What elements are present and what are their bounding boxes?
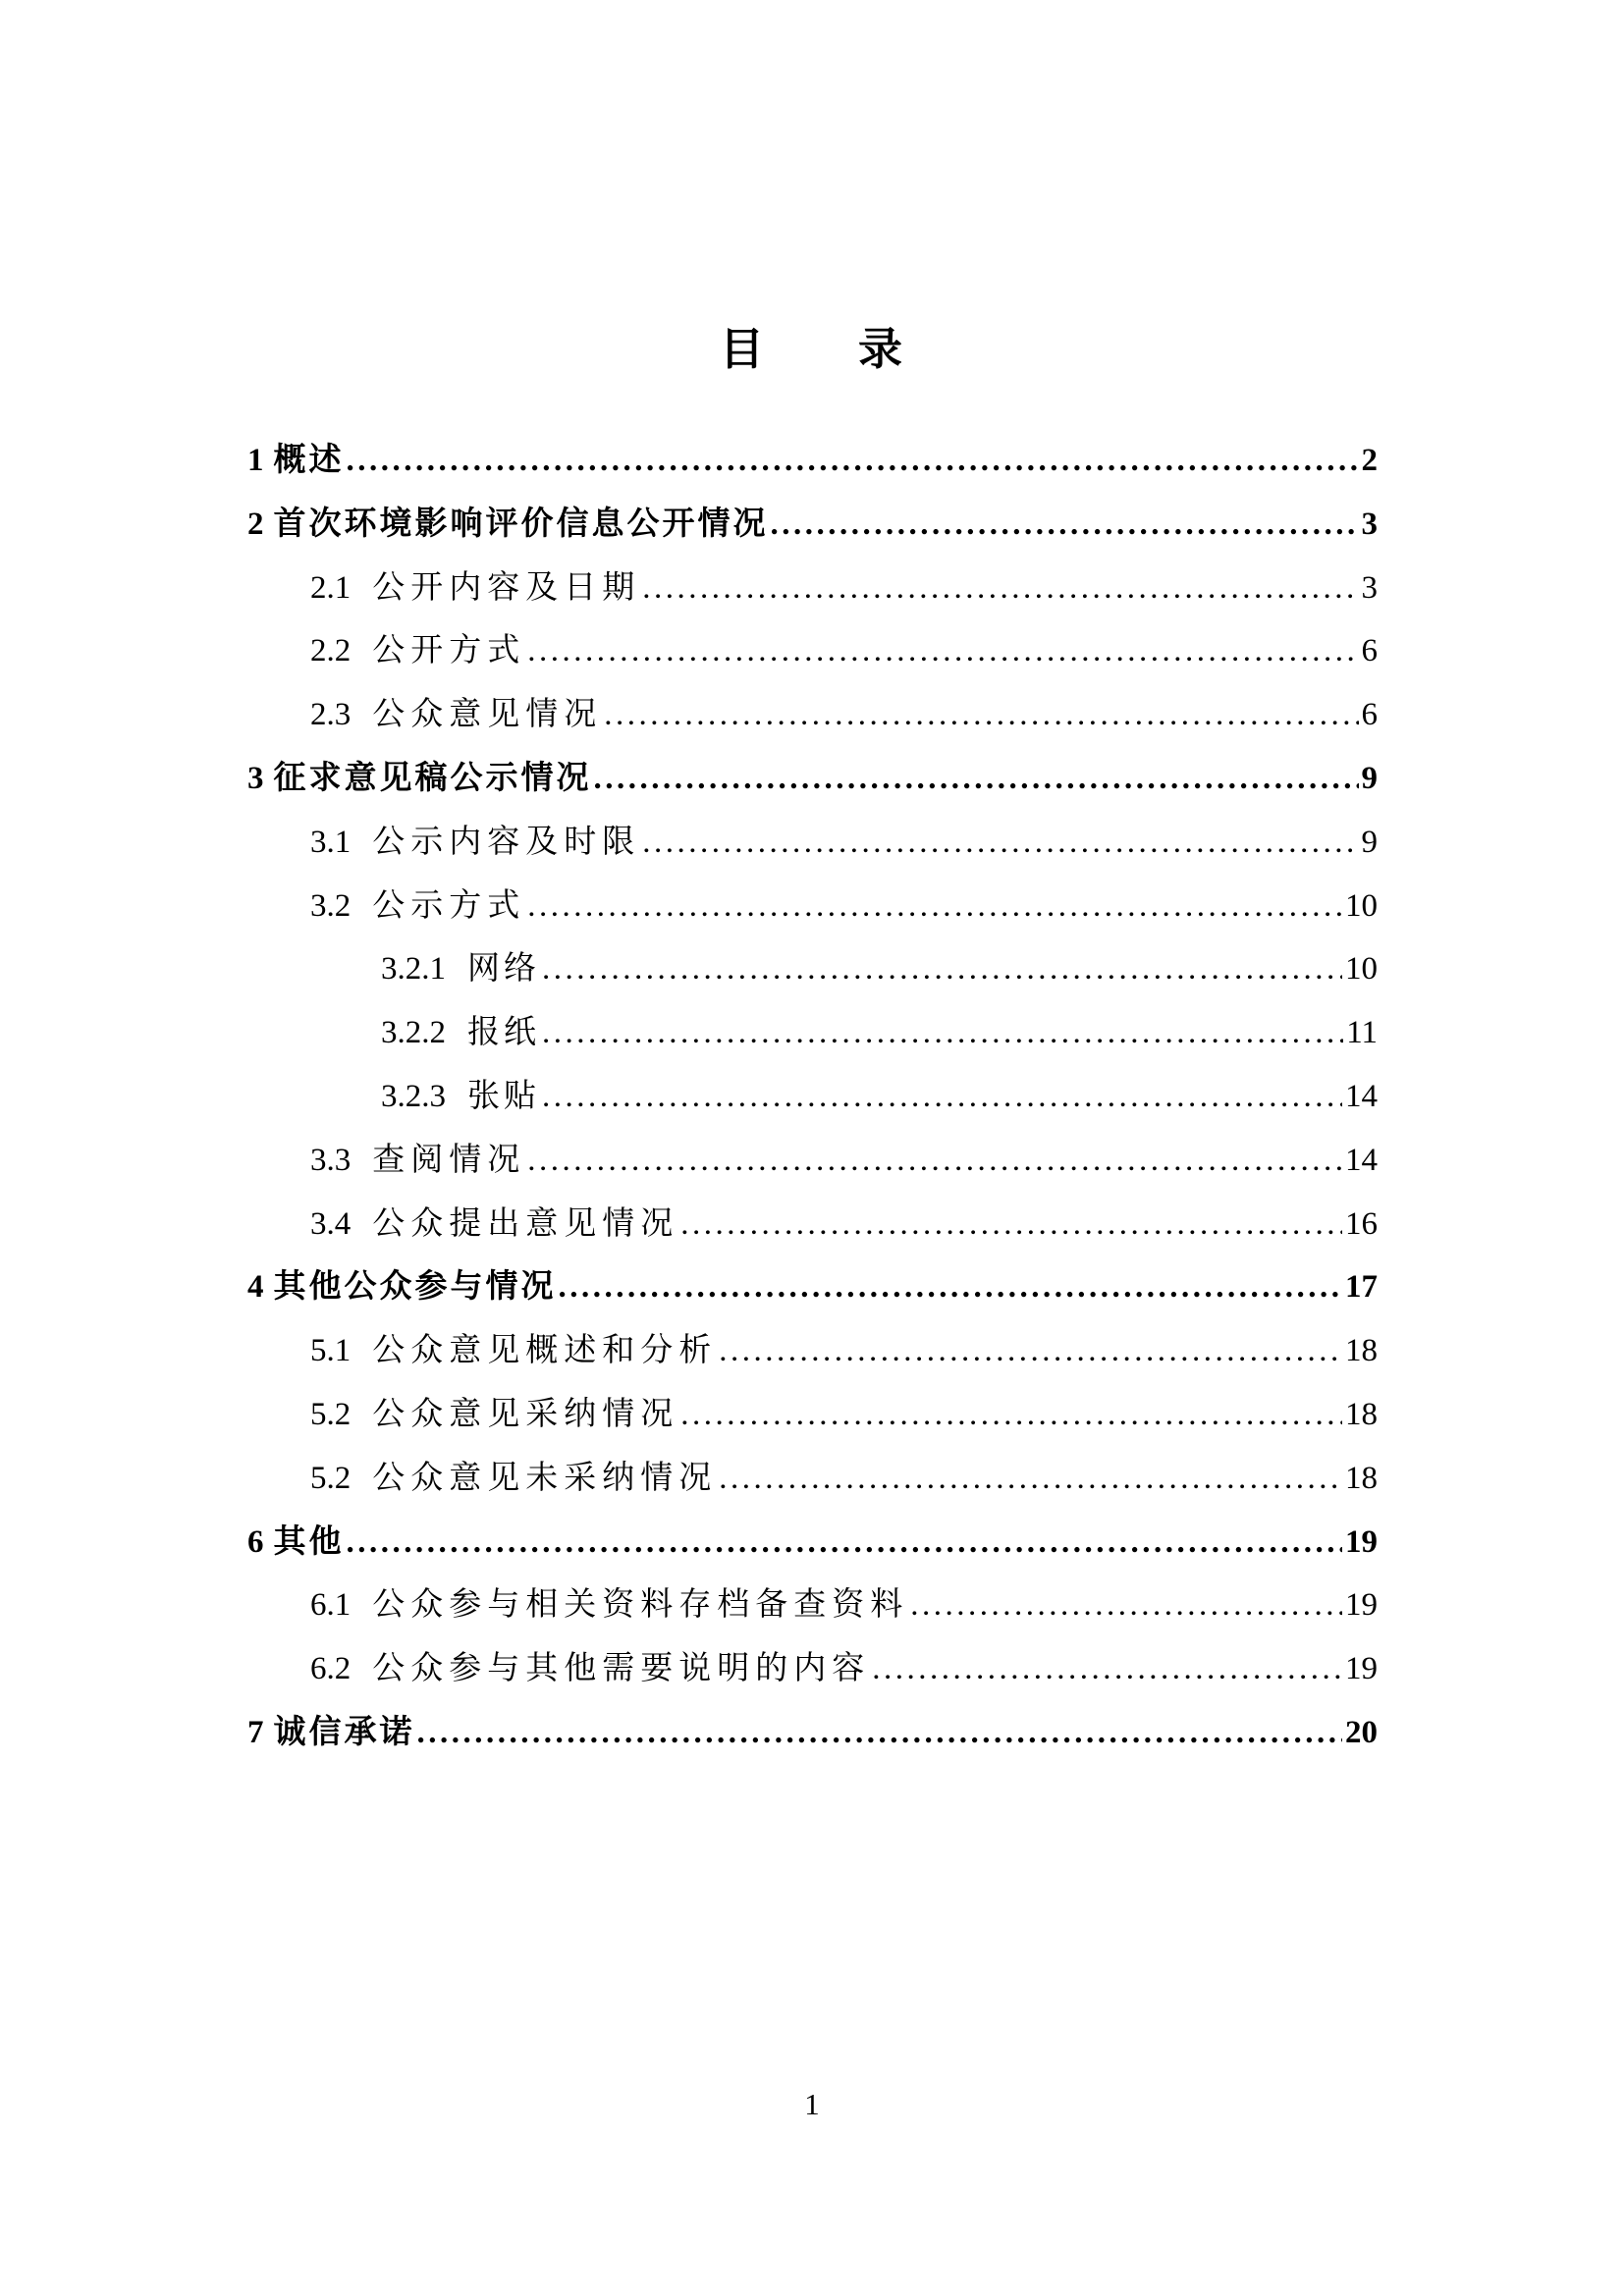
- toc-entry-label: 公众意见情况: [372, 697, 603, 733]
- toc-entry-label: 查阅情况: [372, 1142, 526, 1178]
- toc-entry-page-number: 17: [1345, 1269, 1378, 1306]
- toc-entry-page-number: 2: [1361, 443, 1378, 478]
- toc-entry-page-number: 18: [1345, 1460, 1378, 1496]
- toc-dot-leader: [527, 619, 1358, 683]
- toc-entry[interactable]: [247, 429, 1378, 493]
- toc-entry[interactable]: [247, 875, 1378, 938]
- toc-entry-label: 公众参与其他需要说明的内容: [372, 1651, 871, 1687]
- toc-dot-leader: [417, 1701, 1343, 1765]
- toc-entry[interactable]: [247, 1319, 1378, 1383]
- toc-entry-label: 其他: [273, 1523, 345, 1560]
- toc-entry[interactable]: [247, 937, 1378, 1001]
- toc-entry-page-number: 10: [1345, 951, 1378, 988]
- toc-entry-number: 3.2.1: [381, 951, 446, 988]
- toc-entry-label: 张贴: [467, 1078, 540, 1114]
- toc-entry-page-number: 14: [1345, 1142, 1378, 1178]
- toc-dot-leader: [719, 1447, 1342, 1511]
- toc-dot-leader: [542, 1065, 1342, 1129]
- toc-entry-page-number: 3: [1361, 569, 1378, 606]
- toc-entry[interactable]: [247, 1383, 1378, 1447]
- toc-entry-number: 3: [247, 760, 264, 796]
- toc-entry-number: 5.2: [310, 1460, 352, 1496]
- toc-entry-label: 概述: [273, 443, 345, 478]
- toc-dot-leader: [719, 1319, 1342, 1383]
- toc-entry-page-number: 18: [1345, 1396, 1378, 1432]
- toc-entry-label: 网络: [467, 951, 540, 988]
- toc-entry-label: 其他公众参与情况: [273, 1269, 557, 1306]
- toc-entry-page-number: 14: [1345, 1078, 1378, 1114]
- toc-entry[interactable]: [247, 1193, 1378, 1256]
- toc-dot-leader: [594, 747, 1359, 811]
- toc-entry-number: 3.2.2: [381, 1015, 446, 1051]
- toc-entry-label: 公示方式: [372, 887, 526, 924]
- toc-entry-page-number: 9: [1361, 760, 1378, 796]
- toc-dot-leader: [642, 557, 1358, 620]
- toc-entry-label: 公众提出意见情况: [372, 1205, 679, 1242]
- toc-entry[interactable]: [247, 1255, 1378, 1319]
- toc-entry-page-number: 6: [1361, 633, 1378, 669]
- page-number-footer: 1: [804, 2087, 820, 2121]
- toc-entry-label: 公众意见未采纳情况: [372, 1460, 718, 1496]
- toc-entry-number: 4: [247, 1269, 264, 1306]
- toc-entry[interactable]: [247, 1129, 1378, 1193]
- toc-entry-page-number: 16: [1345, 1205, 1378, 1242]
- toc-entry-page-number: 10: [1345, 887, 1378, 924]
- toc-entry[interactable]: [247, 1701, 1378, 1765]
- page-title: 目 录: [719, 325, 904, 374]
- toc-entry-number: 3.2.3: [381, 1078, 446, 1114]
- toc-dot-leader: [559, 1255, 1343, 1319]
- toc-dot-leader: [542, 1001, 1343, 1065]
- toc-entry-label: 公开方式: [372, 633, 526, 669]
- toc-entry-number: 6.1: [310, 1587, 352, 1624]
- toc-entry-page-number: 18: [1345, 1333, 1378, 1369]
- toc-entry-page-number: 3: [1361, 506, 1378, 542]
- toc-entry-label: 公示内容及时限: [372, 824, 641, 860]
- toc-entry[interactable]: [247, 747, 1378, 811]
- toc-entry-number: 7: [247, 1714, 264, 1750]
- toc-entry-page-number: 19: [1345, 1651, 1378, 1687]
- toc-entry-number: 3.2: [310, 887, 352, 924]
- toc-entry[interactable]: [247, 619, 1378, 683]
- toc-entry[interactable]: [247, 1001, 1378, 1065]
- toc-entry-number: 3.3: [310, 1142, 352, 1178]
- toc-entry-label: 诚信承诺: [273, 1714, 415, 1750]
- toc-entry-label: 公开内容及日期: [372, 569, 641, 606]
- toc-entry-number: 5.2: [310, 1396, 352, 1432]
- toc-dot-leader: [910, 1574, 1342, 1637]
- toc-entry-label: 公众意见概述和分析: [372, 1333, 718, 1369]
- toc-entry-number: 5.1: [310, 1333, 352, 1369]
- toc-dot-leader: [347, 1511, 1343, 1575]
- toc-dot-leader: [527, 1129, 1342, 1193]
- toc-entry-number: 2.2: [310, 633, 352, 669]
- toc-dot-leader: [771, 493, 1359, 557]
- toc-entry[interactable]: [247, 1637, 1378, 1701]
- toc-entry[interactable]: [247, 493, 1378, 557]
- toc-dot-leader: [527, 875, 1342, 938]
- toc-entry[interactable]: [247, 1065, 1378, 1129]
- toc-entry-page-number: 11: [1346, 1015, 1378, 1051]
- toc-entry-page-number: 19: [1345, 1587, 1378, 1624]
- toc-entry-page-number: 9: [1361, 824, 1378, 860]
- toc-entry[interactable]: [247, 557, 1378, 620]
- toc-entry-number: 3.1: [310, 824, 352, 860]
- toc-entry[interactable]: [247, 1511, 1378, 1575]
- toc-entry-label: 公众意见采纳情况: [372, 1396, 679, 1432]
- toc-entry-number: 2.3: [310, 697, 352, 733]
- toc-entry-number: 1: [247, 443, 264, 478]
- toc-dot-leader: [642, 811, 1358, 875]
- toc-entry-number: 6: [247, 1523, 264, 1560]
- toc-entry[interactable]: [247, 1447, 1378, 1511]
- toc-entry-number: 2: [247, 506, 264, 542]
- toc-entry[interactable]: [247, 811, 1378, 875]
- toc-entry-number: 6.2: [310, 1651, 352, 1687]
- toc-entry-label: 报纸: [467, 1015, 540, 1051]
- toc-entry-number: 3.4: [310, 1205, 352, 1242]
- toc-entry-label: 公众参与相关资料存档备查资料: [372, 1587, 909, 1624]
- toc-entry-page-number: 6: [1361, 697, 1378, 733]
- toc-entry-label: 首次环境影响评价信息公开情况: [273, 506, 769, 542]
- toc-entry-page-number: 19: [1345, 1523, 1378, 1560]
- toc-dot-leader: [680, 1383, 1342, 1447]
- toc-entry-page-number: 20: [1345, 1714, 1378, 1750]
- toc-dot-leader: [680, 1193, 1342, 1256]
- toc-dot-leader: [347, 429, 1359, 493]
- toc-entry[interactable]: [247, 1574, 1378, 1637]
- toc-dot-leader: [542, 937, 1342, 1001]
- toc-entry-label: 征求意见稿公示情况: [273, 760, 592, 796]
- toc-list: [247, 429, 1378, 1765]
- toc-entry[interactable]: [247, 683, 1378, 747]
- toc-entry-number: 2.1: [310, 569, 352, 606]
- toc-dot-leader: [604, 683, 1358, 747]
- toc-dot-leader: [872, 1637, 1342, 1701]
